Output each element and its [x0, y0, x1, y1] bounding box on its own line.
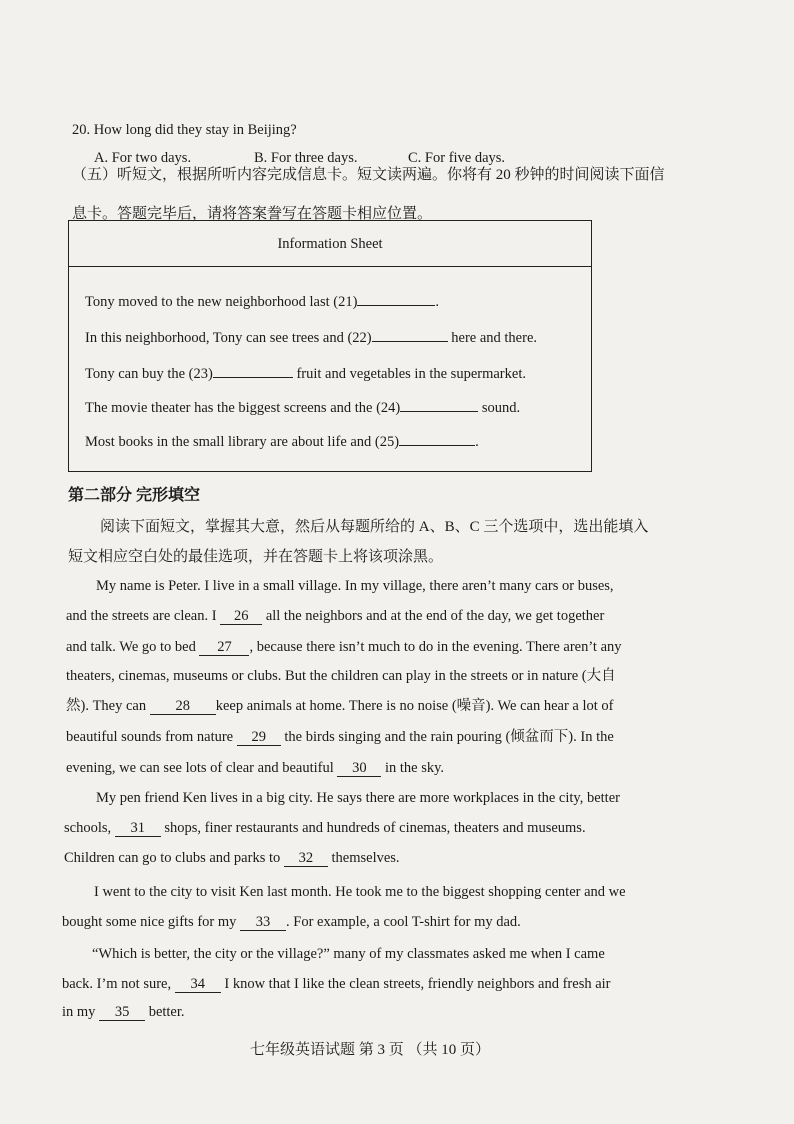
passage-line: [62, 974, 611, 994]
passage-text: . For example, a cool T-shirt for my dad.: [286, 914, 521, 930]
passage-line: [62, 1002, 185, 1022]
section5-instruction-2: 息卡。答题完毕后，请将答案誊写在答题卡相应位置。: [72, 206, 433, 222]
passage-text: 然). They can: [66, 698, 150, 714]
passage-text: Children can go to clubs and parks to: [64, 850, 284, 866]
info-row-25: [85, 431, 479, 451]
info-row-23: [85, 363, 526, 383]
option-a: A. For two days.: [94, 150, 192, 166]
passage-line: [66, 727, 614, 747]
info-row-text: .: [435, 294, 440, 310]
passage-line: [66, 606, 604, 626]
passage-text: and the streets are clean. I: [66, 608, 221, 624]
blank-21: [357, 291, 435, 306]
option-c: C. For five days.: [408, 150, 506, 166]
passage-text: beautiful sounds from nature: [66, 729, 237, 745]
blank-29: 29: [237, 729, 281, 746]
passage-text: bought some nice gifts for my: [62, 914, 241, 930]
passage-text: evening, we can see lots of clear and beautiful: [66, 760, 338, 776]
passage-text: all the neighbors and at the end of the day, we get together: [262, 608, 605, 624]
passage-text: in my: [62, 1004, 100, 1020]
info-row-text: Tony moved to the new neighborhood last (21): [85, 294, 358, 310]
information-sheet: [68, 220, 592, 472]
info-row-text: .: [475, 434, 479, 450]
part2-heading: 第二部分 完形填空: [68, 487, 201, 504]
passage-text: and talk. We go to bed: [66, 639, 200, 655]
passage-line: [66, 696, 613, 716]
info-row-text: Tony can buy the (23): [85, 366, 213, 382]
passage-text: back. I’m not sure,: [62, 976, 175, 992]
info-row-text: In this neighborhood, Tony can see trees and (22): [85, 330, 372, 346]
passage-text: the birds singing and the rain pouring (倾盆而下). In the: [280, 729, 614, 745]
passage-line: “Which is better, the city or the village?” many of my classmates asked me when I came: [92, 946, 605, 962]
info-row-24: [85, 397, 520, 417]
info-row-21: [85, 291, 439, 311]
section5-instruction-1: （五）听短文，根据所听内容完成信息卡。短文读两遍。你将有 20 秒钟的时间阅读下面信: [72, 167, 665, 183]
blank-24: [400, 397, 478, 412]
blank-30: 30: [337, 760, 381, 777]
passage-line: [66, 758, 444, 778]
info-row-text: fruit and vegetables in the supermarket.: [292, 366, 526, 382]
blank-26: 26: [220, 608, 262, 625]
info-row-text: sound.: [478, 400, 521, 416]
passage-line: [64, 818, 586, 838]
passage-line: [64, 848, 400, 868]
blank-27: 27: [199, 639, 249, 656]
passage-line: [66, 637, 622, 657]
blank-23: [213, 363, 293, 378]
passage-text: schools,: [64, 820, 115, 836]
info-row-text: here and there.: [447, 330, 538, 346]
page-footer: 七年级英语试题 第 3 页 （共 10 页）: [250, 1042, 491, 1058]
blank-35: 35: [99, 1004, 145, 1021]
blank-25: [399, 431, 475, 446]
passage-text: in the sky.: [381, 760, 445, 776]
blank-34: 34: [175, 976, 221, 993]
passage-line: [62, 912, 521, 932]
passage-text: , because there isn’t much to do in the evening. There aren’t any: [249, 639, 622, 655]
part2-instruction-1: 阅读下面短文，掌握其大意，然后从每题所给的 A、B、C 三个选项中，选出能填入: [100, 519, 649, 535]
passage-text: shops, finer restaurants and hundreds of cinemas, theaters and museums.: [160, 820, 586, 836]
passage-text: keep animals at home. There is no noise (噪音). We can hear a lot of: [215, 698, 614, 714]
passage-text: better.: [145, 1004, 185, 1020]
information-sheet-title: Information Sheet: [69, 221, 591, 267]
passage-text: themselves.: [327, 850, 400, 866]
question-20: 20. How long did they stay in Beijing?: [72, 122, 297, 138]
blank-28: 28: [150, 698, 216, 715]
option-b: B. For three days.: [254, 150, 358, 166]
blank-22: [372, 327, 448, 342]
info-row-22: [85, 327, 537, 347]
blank-33: 33: [240, 914, 286, 931]
info-row-text: The movie theater has the biggest screens and the (24): [85, 400, 401, 416]
passage-line: My name is Peter. I live in a small village. In my village, there aren’t many cars or buses,: [96, 578, 614, 594]
passage-line: theaters, cinemas, museums or clubs. But the children can play in the streets or in nature (大自: [66, 668, 616, 684]
info-row-text: Most books in the small library are about life and (25): [85, 434, 400, 450]
passage-line: I went to the city to visit Ken last month. He took me to the biggest shopping center and we: [94, 884, 626, 900]
part2-instruction-2: 短文相应空白处的最佳选项，并在答题卡上将该项涂黑。: [68, 549, 444, 565]
blank-32: 32: [284, 850, 328, 867]
passage-text: I know that I like the clean streets, friendly neighbors and fresh air: [220, 976, 611, 992]
blank-31: 31: [115, 820, 161, 837]
passage-line: My pen friend Ken lives in a big city. He says there are more workplaces in the city, better: [96, 790, 620, 806]
